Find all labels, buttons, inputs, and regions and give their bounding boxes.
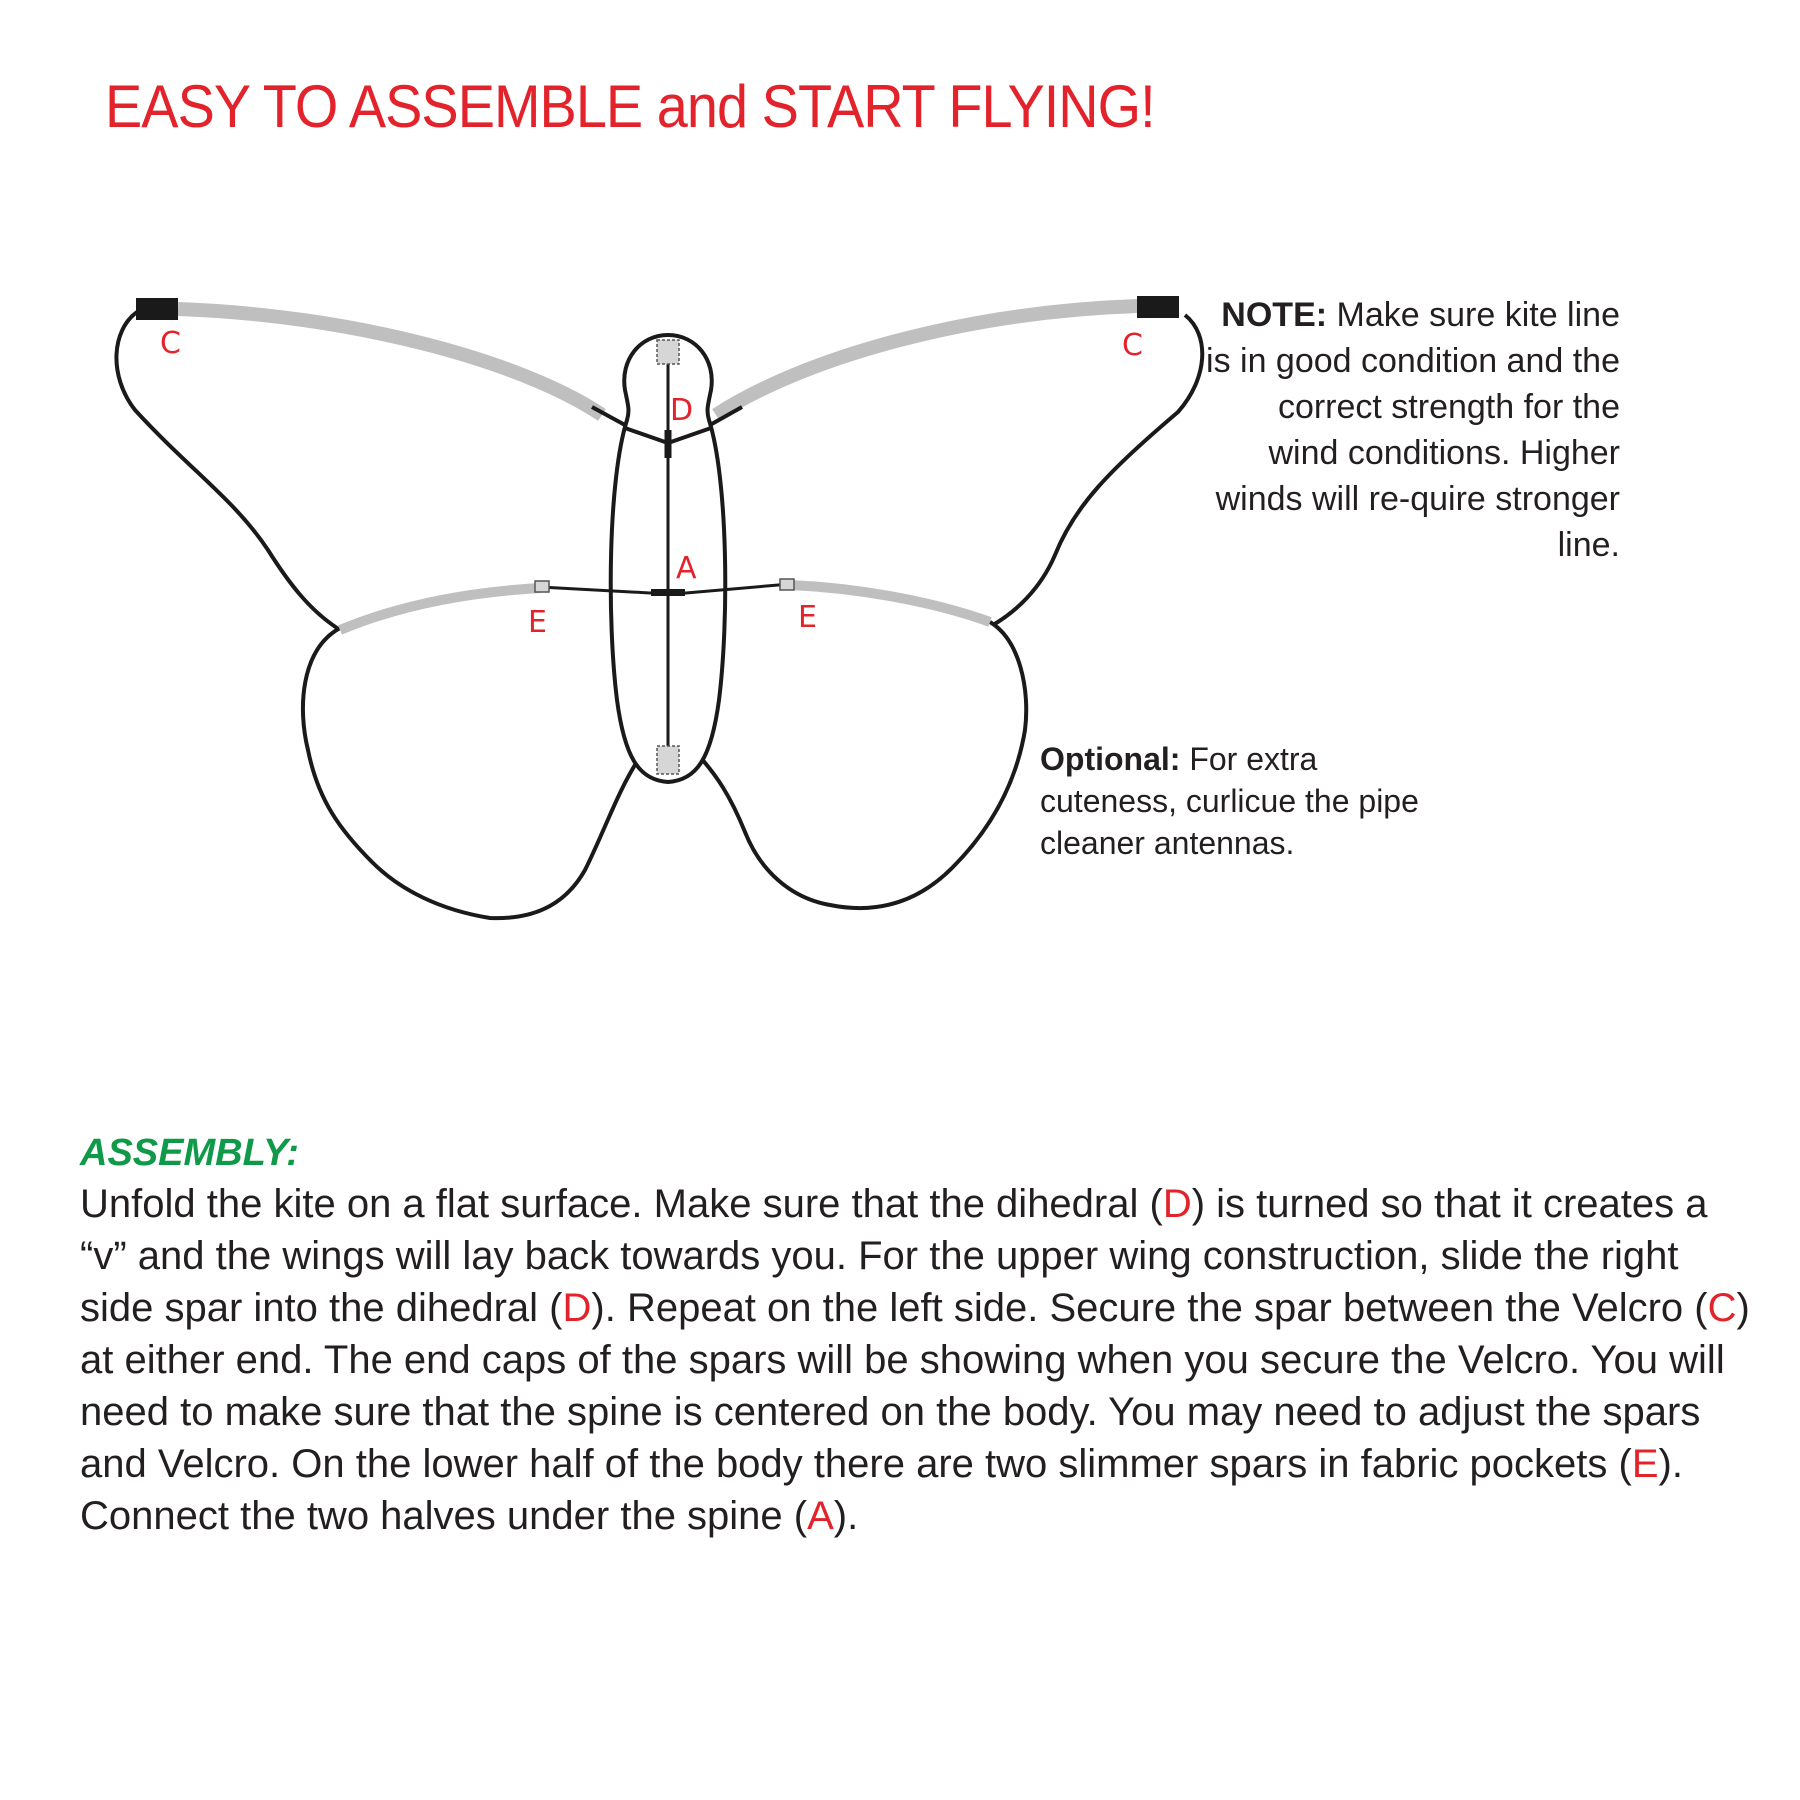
note-body: Make sure kite line is in good condition and the correct strength for the wind conditions. Higher winds will re-quire stronger line. bbox=[1206, 296, 1620, 564]
assembly-heading: ASSEMBLY: bbox=[80, 1132, 299, 1174]
upper-left-wing-outline bbox=[116, 312, 337, 628]
spine-top-pocket bbox=[657, 340, 679, 364]
assembly-ref-e: E bbox=[1631, 1442, 1659, 1486]
velcro-right bbox=[1137, 296, 1179, 318]
label-e-left: E bbox=[528, 605, 547, 640]
assembly-ref-d: D bbox=[562, 1286, 592, 1330]
spine-joint-a bbox=[651, 589, 685, 596]
label-d: D bbox=[670, 393, 694, 428]
assembly-instructions bbox=[80, 1178, 1760, 1542]
upper-right-spar bbox=[716, 306, 1138, 415]
page-title: EASY TO ASSEMBLE and START FLYING! bbox=[105, 73, 1155, 140]
label-e-right: E bbox=[798, 600, 817, 635]
lower-right-spar bbox=[790, 585, 990, 622]
lower-right-spar-cap bbox=[780, 579, 794, 590]
assembly-ref-a: A bbox=[807, 1494, 834, 1538]
optional-heading: Optional: bbox=[1040, 741, 1181, 777]
assembly-text: ) is turned so that it creates a “v” and the wings will lay back towards you. For the upper wing construction, slide the right side spar into the dihedral ( bbox=[80, 1182, 1708, 1330]
note-text-block bbox=[1200, 292, 1620, 568]
assembly-ref-d: D bbox=[1162, 1182, 1192, 1226]
velcro-left bbox=[136, 298, 178, 320]
label-c-right: C bbox=[1122, 328, 1143, 363]
optional-text-block bbox=[1040, 738, 1440, 864]
upper-right-wing-outline bbox=[993, 315, 1202, 625]
lower-left-spar-cap bbox=[535, 581, 549, 592]
upper-left-spar bbox=[178, 309, 602, 415]
assembly-text: Unfold the kite on a flat surface. Make sure that the dihedral ( bbox=[80, 1182, 1163, 1226]
lower-left-wing-outline bbox=[303, 628, 640, 918]
assembly-text: ). Connect the two halves under the spine ( bbox=[80, 1442, 1683, 1538]
spine-bottom-pocket bbox=[657, 746, 679, 774]
lower-right-wing-outline bbox=[700, 622, 1026, 908]
assembly-text: ). Repeat on the left side. Secure the spar between the Velcro ( bbox=[591, 1286, 1708, 1330]
label-c-left: C bbox=[160, 326, 181, 361]
lower-left-spar bbox=[340, 588, 540, 630]
assembly-text: ) at either end. The end caps of the spars will be showing when you secure the Velcro. You will need to make sure that the spine is centered on the body. You may need to adjust the spars and Velcro. On the lower half of the body there are two slimmer spars in fabric pockets ( bbox=[80, 1286, 1750, 1486]
note-heading: NOTE: bbox=[1221, 296, 1328, 334]
optional-body: For extra cuteness, curlicue the pipe cleaner antennas. bbox=[1040, 741, 1419, 861]
label-a: A bbox=[676, 551, 697, 586]
assembly-ref-c: C bbox=[1707, 1286, 1737, 1330]
assembly-section bbox=[80, 1128, 1760, 1542]
assembly-text: ). bbox=[833, 1494, 859, 1538]
